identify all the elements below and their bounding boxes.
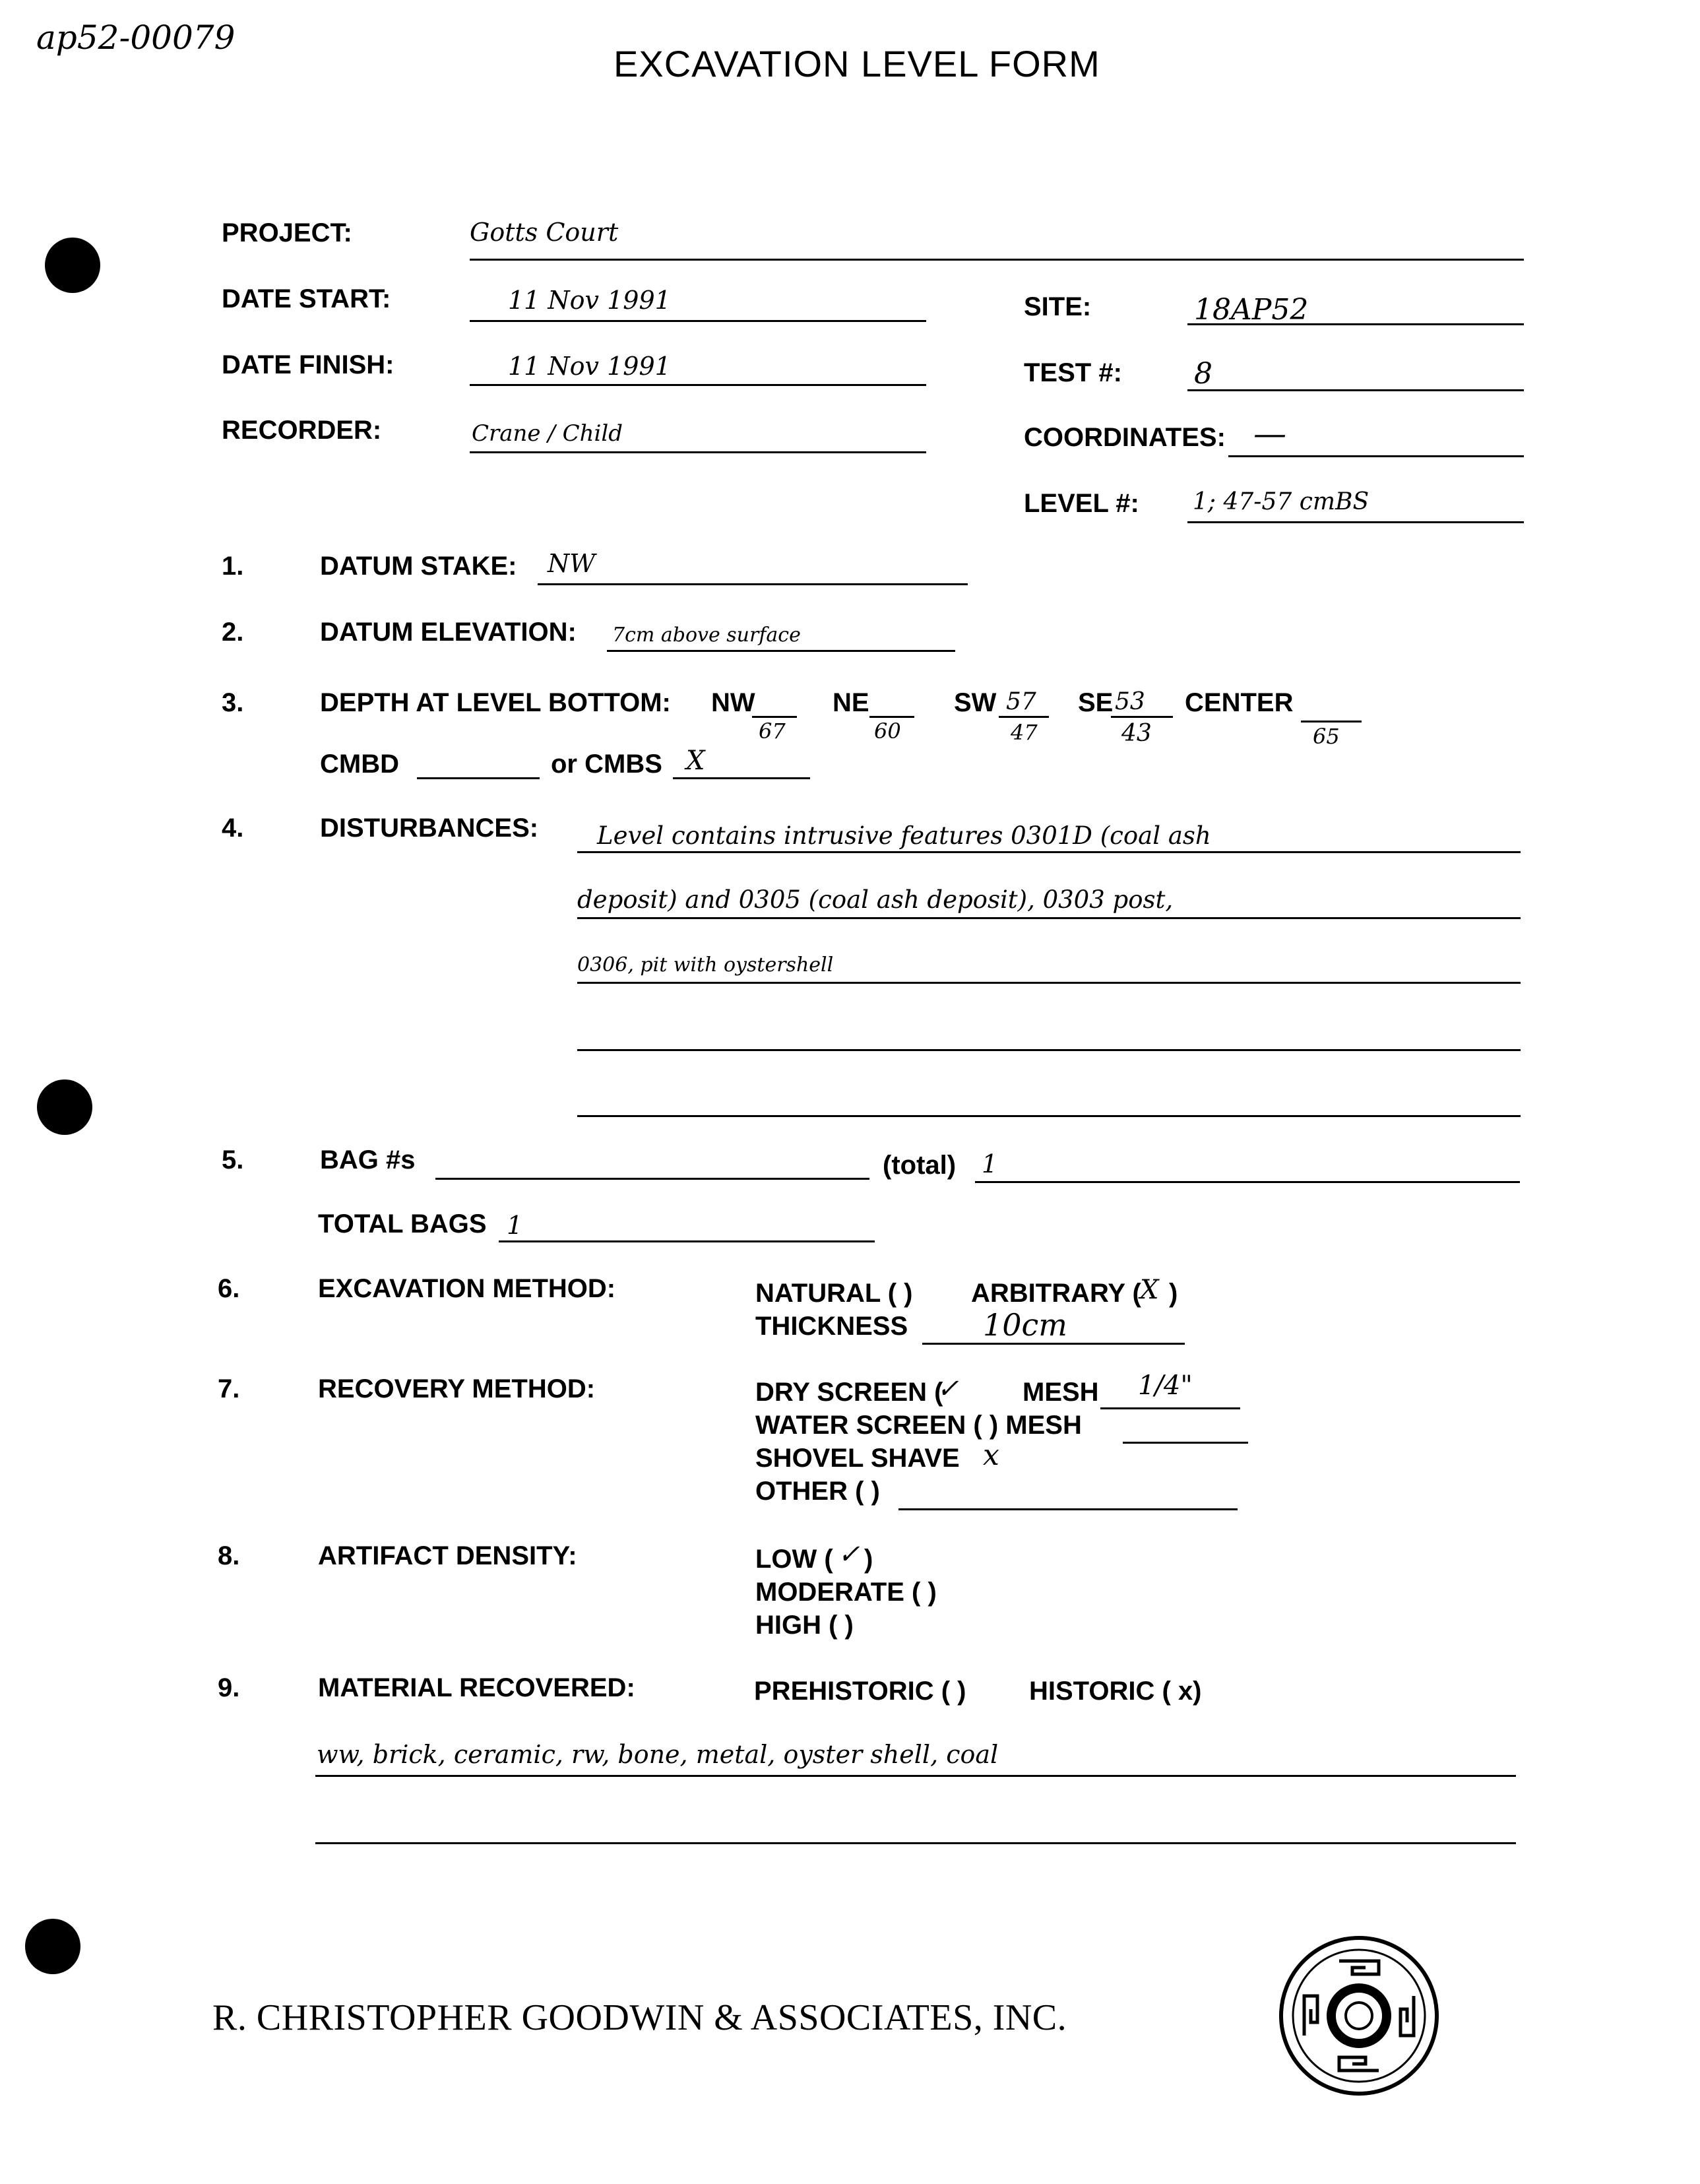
test-value: 8: [1194, 357, 1212, 391]
low-mark: ✓: [838, 1539, 860, 1570]
thickness-value: 10cm: [983, 1307, 1067, 1343]
datum-elevation-value: 7cm above surface: [612, 624, 801, 647]
shovel-shave-option: SHOVEL SHAVE: [755, 1444, 960, 1473]
level-label: LEVEL #:: [1024, 489, 1139, 518]
total-bags-value: 1: [507, 1211, 523, 1240]
prehistoric-option: PREHISTORIC ( ): [754, 1677, 966, 1706]
datum-stake-underline: [538, 583, 968, 585]
item-number-3: 3.: [222, 688, 244, 717]
date-start-underline: [470, 320, 926, 322]
water-screen-option: WATER SCREEN ( ) MESH: [755, 1411, 1082, 1440]
total-bags-underline: [499, 1240, 875, 1242]
disturbances-label: DISTURBANCES:: [320, 814, 539, 843]
sw-bottom-value: 47: [1011, 720, 1038, 745]
arbitrary-option: ARBITRARY (: [971, 1279, 1141, 1308]
material-recovered-label: MATERIAL RECOVERED:: [318, 1673, 635, 1702]
disturbance-line-1: Level contains intrusive features 0301D (coal ash: [597, 821, 1211, 850]
coordinates-underline: [1228, 455, 1524, 457]
datum-stake-label: DATUM STAKE:: [320, 552, 517, 581]
dry-screen-mark: ✓: [937, 1374, 959, 1404]
binder-hole-top: [45, 238, 100, 293]
nw-label: NW: [711, 688, 755, 717]
site-label: SITE:: [1024, 292, 1092, 321]
test-underline: [1187, 389, 1524, 391]
item-number-6: 6.: [218, 1274, 240, 1303]
project-underline: [470, 259, 1524, 261]
coordinates-label: COORDINATES:: [1024, 423, 1226, 452]
depth-label: DEPTH AT LEVEL BOTTOM:: [320, 688, 671, 717]
total-value: 1: [982, 1149, 998, 1178]
company-name: R. CHRISTOPHER GOODWIN & ASSOCIATES, INC.: [212, 1997, 1067, 2038]
disturbance-line-3: 0306, pit with oystershell: [577, 953, 834, 977]
site-value: 18AP52: [1194, 293, 1309, 327]
cmbs-mark: X: [686, 746, 705, 776]
disturbance-underline-5: [577, 1115, 1521, 1117]
disturbance-underline-3: [577, 982, 1521, 984]
bag-label: BAG #s: [320, 1145, 416, 1174]
center-label: CENTER: [1185, 688, 1294, 717]
recorder-value: Crane / Child: [472, 420, 623, 447]
binder-hole-bottom: [25, 1919, 80, 1974]
disturbance-underline-4: [577, 1049, 1521, 1051]
test-label: TEST #:: [1024, 358, 1122, 387]
disturbance-underline-2: [577, 917, 1521, 919]
company-logo-icon: [1276, 1933, 1441, 2098]
coordinates-value: —: [1253, 414, 1286, 453]
center-bottom-value: 65: [1313, 724, 1340, 749]
item-number-4: 4.: [222, 814, 244, 843]
sw-underline: [999, 716, 1049, 718]
mesh1-underline: [1100, 1407, 1240, 1409]
date-start-value: 11 Nov 1991: [508, 286, 671, 315]
material-underline-1: [315, 1775, 1516, 1777]
dry-screen-option: DRY SCREEN (: [755, 1378, 943, 1407]
date-finish-value: 11 Nov 1991: [508, 352, 671, 381]
se-bottom-value: 43: [1121, 720, 1152, 747]
item-number-1: 1.: [222, 552, 244, 581]
level-value: 1; 47-57 cmBS: [1193, 488, 1369, 515]
cmbd-underline: [417, 777, 540, 779]
ne-bottom-value: 60: [874, 719, 901, 744]
arbitrary-close: ): [1169, 1279, 1178, 1308]
mesh1-value: 1/4": [1138, 1370, 1193, 1401]
natural-option: NATURAL ( ): [755, 1279, 913, 1308]
date-finish-label: DATE FINISH:: [222, 350, 394, 379]
recovery-method-label: RECOVERY METHOD:: [318, 1374, 596, 1403]
recorder-underline: [470, 451, 926, 453]
mesh2-underline: [1123, 1442, 1248, 1444]
site-underline: [1187, 323, 1524, 325]
total-underline: [975, 1181, 1520, 1183]
date-finish-underline: [470, 384, 926, 386]
date-start-label: DATE START:: [222, 284, 391, 313]
se-top-value: 53: [1115, 688, 1145, 715]
doc-id-handwritten: ap52-00079: [36, 18, 236, 57]
thickness-underline: [922, 1343, 1185, 1345]
level-underline: [1187, 521, 1524, 523]
moderate-option: MODERATE ( ): [755, 1578, 937, 1607]
cmbd-label: CMBD: [320, 750, 399, 779]
high-option: HIGH ( ): [755, 1611, 854, 1640]
datum-elevation-label: DATUM ELEVATION:: [320, 618, 577, 647]
se-underline: [1111, 716, 1173, 718]
low-close: ): [864, 1545, 873, 1574]
excavation-method-label: EXCAVATION METHOD:: [318, 1274, 616, 1303]
nw-underline: [752, 716, 797, 718]
item-number-5: 5.: [222, 1145, 244, 1174]
bag-underline: [435, 1178, 869, 1180]
center-underline: [1301, 721, 1362, 723]
datum-elevation-underline: [607, 650, 955, 652]
recorder-label: RECORDER:: [222, 416, 382, 445]
low-option: LOW (: [755, 1545, 833, 1574]
project-label: PROJECT:: [222, 218, 352, 247]
other-underline: [898, 1508, 1238, 1510]
historic-option: HISTORIC ( x): [1029, 1677, 1202, 1706]
thickness-label: THICKNESS: [755, 1312, 908, 1341]
arbitrary-mark: X: [1140, 1275, 1159, 1305]
total-bags-label: TOTAL BAGS: [318, 1209, 487, 1238]
artifact-density-label: ARTIFACT DENSITY:: [318, 1541, 577, 1570]
se-label: SE: [1078, 688, 1114, 717]
disturbance-underline-1: [577, 851, 1521, 853]
datum-stake-value: NW: [548, 549, 596, 578]
ne-label: NE: [833, 688, 869, 717]
ne-underline: [869, 716, 914, 718]
or-cmbs-label: or CMBS: [551, 750, 662, 779]
form-title: EXCAVATION LEVEL FORM: [614, 43, 1100, 84]
total-label: (total): [883, 1151, 957, 1180]
sw-label: SW: [954, 688, 997, 717]
material-underline-2: [315, 1842, 1516, 1844]
sw-top-value: 57: [1006, 688, 1036, 715]
shovel-shave-mark: x: [983, 1438, 999, 1472]
nw-bottom-value: 67: [759, 719, 786, 744]
item-number-8: 8.: [218, 1541, 240, 1570]
item-number-2: 2.: [222, 618, 244, 647]
binder-hole-middle: [37, 1079, 92, 1135]
disturbance-line-2: deposit) and 0305 (coal ash deposit), 0303 post,: [577, 885, 1174, 914]
material-line-1: ww, brick, ceramic, rw, bone, metal, oyster shell, coal: [317, 1740, 999, 1769]
item-number-9: 9.: [218, 1673, 240, 1702]
mesh1-label: MESH: [1023, 1378, 1099, 1407]
other-option: OTHER ( ): [755, 1477, 880, 1506]
cmbs-underline: [673, 777, 810, 779]
item-number-7: 7.: [218, 1374, 240, 1403]
project-value: Gotts Court: [470, 218, 619, 247]
